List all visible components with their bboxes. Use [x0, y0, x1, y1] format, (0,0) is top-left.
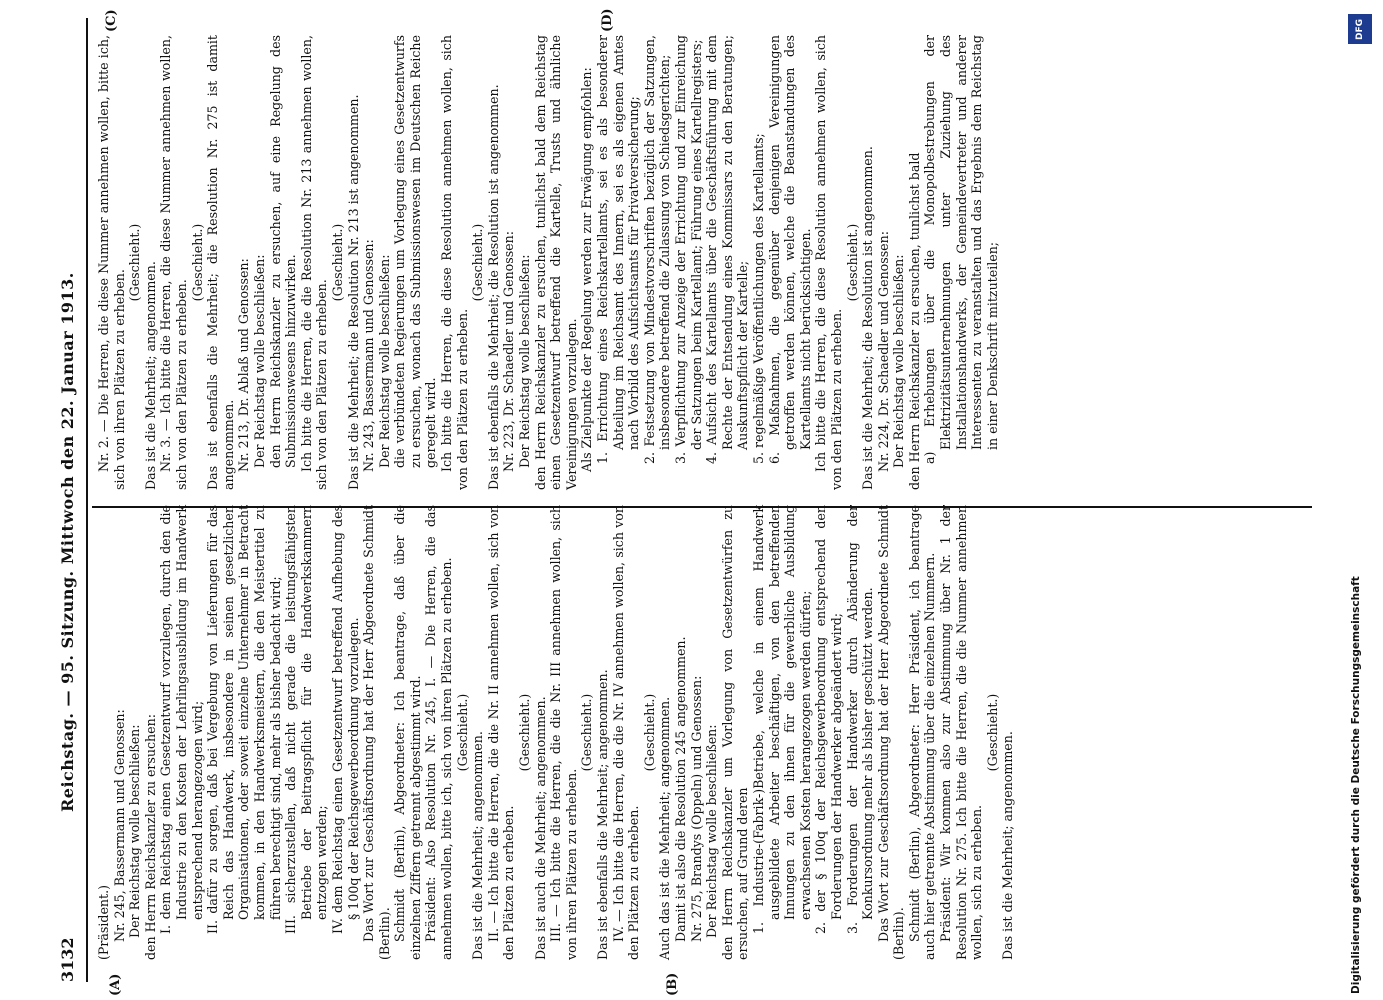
margin-marker-c: (C) — [104, 9, 119, 32]
paragraph: Schmidt (Berlin), Abgeordneter: Ich beantrage, daß über die einzelnen Ziffern getrennt abgestimmt wird. — [392, 505, 423, 960]
paragraph: Der Reichstag wolle beschließen: — [251, 254, 267, 468]
page-header — [52, 18, 86, 982]
paragraph: Ich bitte die Herren, die diese Resolution annehmen wollen, sich von den Plätzen zu erheben. — [813, 35, 844, 490]
paragraph: Nr. 224, Dr. Schaedler und Genossen: — [875, 231, 891, 472]
paragraph: Präsident: Also Resolution Nr. 245, I. — Die Herren, die das annehmen wollen, bitte ich, sich von ihren Plätzen zu erheben. — [423, 505, 455, 960]
paragraph: Nr. 245, Bassermann und Genossen: — [111, 709, 127, 942]
dfg-sidebar — [1346, 6, 1376, 996]
paragraph: Das Wort zur Geschäftsordnung hat der Herr Abgeordnete Schmidt (Berlin). — [361, 505, 392, 960]
list-item: 2. Festsetzung von Mindestvorschriften bezüglich der Satzungen, insbesondere betreffend die Zulassung von Schiedsgerichten; — [641, 35, 673, 464]
paragraph: den Herrn Reichskanzler um Vorlegung von Gesetzentwürfen zu ersuchen, auf Grund deren — [719, 505, 751, 960]
paragraph: Ich bitte die Herren, die diese Resolution annehmen wollen, sich von den Plätzen zu erheben. — [439, 35, 470, 490]
paragraph: Der Reichstag wolle beschließen: — [376, 254, 392, 468]
paragraph: (Geschieht.) — [189, 223, 205, 302]
margin-marker-b: (B) — [665, 972, 680, 996]
list-item: a) Erhebungen über die Monopolbestrebungen der Elektrizitätsunternehmungen unter Zuziehung des Installationshandwerks, der Gemeindevertreter und anderer Interessenten zu veranstalten und das Ergebnis dem Reichstag in einer Denkschrift mitzuteilen; — [922, 35, 1000, 464]
paragraph: (Geschieht.) — [454, 693, 470, 772]
paragraph: Nr. 275, Brandys (Oppeln) und Genossen: — [688, 675, 704, 942]
dfg-logo: DFG — [1348, 14, 1372, 44]
paragraph: Der Reichstag wolle beschließen: — [891, 254, 907, 468]
paragraph: den Herrn Reichskanzler zu ersuchen: — [142, 714, 158, 960]
paragraph: IV. — Ich bitte die Herren, die die Nr. IV annehmen wollen, sich von den Plätzen zu erheben. — [610, 505, 642, 960]
paragraph: Das Wort zur Geschäftsordnung hat der Herr Abgeordnete Schmidt (Berlin). — [875, 505, 907, 960]
paragraph: Das ist die Mehrheit; angenommen. — [1000, 731, 1016, 960]
paragraph: Damit ist also die Resolution 245 angenommen. — [672, 636, 688, 942]
list-item: 4. Aufsicht des Kartellamts über die Geschäftsführung mit dem Rechte der Entsendung eines Kommissars zu den Beratungen; Auskunftspflicht der Kartelle; — [704, 35, 751, 464]
paragraph: Das ist die Mehrheit; die Resolution ist angenommen. — [860, 146, 876, 490]
dfg-funding-notice: Digitalisierung gefördert durch die Deutsche Forschungsgemeinschaft — [1350, 576, 1362, 994]
paragraph: Das ist ebenfalls die Mehrheit; die Resolution ist angenommen. — [485, 84, 501, 490]
paragraph: Nr. 243, Bassermann und Genossen: — [361, 239, 377, 472]
paragraph: Der Reichstag wolle beschließen: — [517, 254, 533, 468]
paragraph: Das ist ebenfalls die Mehrheit; die Resolution Nr. 275 ist damit angenommen. — [205, 35, 236, 490]
list-item: 3. Forderungen der Handwerker durch Abänderung der Konkursordnung mehr als bisher geschützt werden. — [844, 505, 876, 934]
paragraph: Der Reichstag wolle beschließen: — [127, 724, 143, 938]
paragraph: Das ist ebenfalls die Mehrheit; angenommen. — [595, 669, 610, 960]
column-separator — [92, 506, 1312, 508]
paragraph: Nr. 223, Dr. Schaedler und Genossen: — [501, 231, 517, 472]
paragraph: Das ist auch die Mehrheit; angenommen. — [532, 696, 548, 960]
paragraph: Auch das ist die Mehrheit; angenommen. — [657, 696, 673, 960]
list-item: 5. regelmäßige Veröffentlichungen des Kartellamts; — [750, 133, 766, 464]
paragraph: (Geschieht.) — [517, 693, 533, 772]
paragraph: den Herrn Reichskanzler zu ersuchen, auf eine Regelung des Submissionswesens hinzuwirken. — [267, 35, 299, 468]
paragraph: die verbündeten Regierungen um Vorlegung eines Gesetzentwurfs zu ersuchen, wonach das Submissionswesen im Deutschen Reiche geregelt wird. — [392, 35, 439, 468]
list-item: I. dem Reichstag einen Gesetzentwurf vorzulegen, durch den die Industrie zu den Kosten der Lehrlingsausbildung im Handwerk entsprechend herangezogen wird; — [158, 505, 205, 934]
paragraph: II. — Ich bitte die Herren, die die Nr. II annehmen wollen, sich von den Plätzen zu erheben. — [485, 505, 517, 960]
paragraph: (Geschieht.) — [470, 223, 486, 302]
paragraph: Schmidt (Berlin), Abgeordneter: Herr Präsident, ich beantrage auch hier getrennte Abstimmung über die einzelnen Nummern. — [906, 505, 938, 960]
list-item: 1. Industrie-(Fabrik-)Betriebe, welche in einem Handwerk ausgebildete Arbeiter beschäftigen, von den betreffenden Innungen zu den ihnen für die gewerbliche Ausbildung erwachsenen Kosten herangezogen werden dürfen; — [750, 505, 813, 934]
paragraph: III. — Ich bitte die Herren, die die Nr. III annehmen wollen, sich von ihren Plätzen zu erheben. — [548, 505, 579, 960]
list-item: 3. Verpflichtung zur Anzeige der Errichtung und zur Einreichung der Satzungen beim Kartellamt; Führung eines Kartellregisters; — [672, 35, 704, 464]
paragraph: (Geschieht.) — [984, 693, 1000, 772]
list-item: IV. dem Reichstag einen Gesetzentwurf betreffend Aufhebung des § 100q der Reichsgewerbeordnung vorzulegen. — [329, 505, 361, 934]
margin-marker-d: (D) — [600, 8, 615, 32]
list-item: II. dafür zu sorgen, daß bei Vergebung von Lieferungen für das Reich das Handwerk, insbesondere in seinen gesetzlichen Organisationen, oder soweit einzelne Unternehmer in Betracht kommen, in den Handwerksmeistern, die den Meistertitel zu führen berechtigt sind, mehr als bisher bedacht wird; — [205, 505, 283, 934]
page-number: 3132 — [58, 937, 77, 982]
paragraph: Das ist die Mehrheit; angenommen. — [142, 261, 158, 490]
running-title: Reichstag. — 95. Sitzung. Mittwoch den 22. Januar 1913. — [58, 272, 77, 812]
paragraph: Ich bitte die Herren, die die Resolution Nr. 213 annehmen wollen, sich von den Plätzen zu erheben. — [298, 35, 330, 490]
paragraph: Nr. 213, Dr. Ablaß und Genossen: — [236, 258, 252, 472]
list-item: III. sicherzustellen, daß nicht gerade die leistungsfähigsten Betriebe der Beitragspflicht für die Handwerkskammern entzogen werden; — [283, 505, 330, 934]
paragraph: den Herrn Reichskanzler zu ersuchen, tunlichst bald dem Reichstag einen Gesetzentwurf betreffend die Kartelle, Trusts und ähnliche Vereinigungen vorzulegen. — [532, 35, 579, 490]
list-item: 1. Errichtung eines Reichskartellamts, sei es als besonderer Abteilung im Reichsamt des Innern, sei es als eigenen Amtes nach Vorbild des Aufsichtsamts für Privatversicherung; — [595, 35, 642, 464]
list-item: 6. Maßnahmen, die gegenüber denjenigen Vereinigungen getroffen werden können, welche die Beanstandungen des Kartellamts nicht berücksichtigen. — [766, 35, 813, 464]
paragraph: Nr. 3. — Ich bitte die Herren, die diese Nummer annehmen wollen, sich von den Plätzen zu erheben. — [158, 35, 189, 490]
paragraph: Präsident: Wir kommen also zur Abstimmung über Nr. 1 der Resolution Nr. 275. Ich bitte die Herren, die die Nummer annehmen wollen, sich zu erheben. — [938, 505, 985, 960]
paragraph: Als Zielpunkte der Regelung werden zur Erwägung empfohlen: — [579, 67, 595, 472]
right-column — [96, 35, 1000, 490]
left-column — [96, 505, 1016, 960]
list-item: 2. der § 100q der Reichsgewerbeordnung entsprechend den Forderungen der Handwerker abgeändert wird; — [813, 505, 844, 934]
header-rule — [86, 18, 88, 982]
paragraph: Nr. 2. — Die Herren, die diese Nummer annehmen wollen, bitte ich, sich von ihren Plätzen zu erheben. — [96, 35, 127, 490]
paragraph: Das ist die Mehrheit; die Resolution Nr. 213 ist angenommen. — [345, 94, 361, 490]
paragraph: Das ist die Mehrheit; angenommen. — [470, 731, 486, 960]
paragraph: (Geschieht.) — [127, 223, 143, 302]
paragraph: den Herrn Reichskanzler zu ersuchen, tunlichst bald — [906, 152, 922, 490]
margin-marker-a: (A) — [108, 973, 123, 996]
paragraph: (Geschieht.) — [641, 693, 657, 772]
paragraph: (Präsident.) — [96, 884, 111, 960]
paragraph: (Geschieht.) — [329, 223, 345, 302]
paragraph: (Geschieht.) — [844, 223, 860, 302]
paragraph: (Geschieht.) — [579, 693, 595, 772]
paragraph: Der Reichstag wolle beschließen: — [704, 724, 720, 938]
